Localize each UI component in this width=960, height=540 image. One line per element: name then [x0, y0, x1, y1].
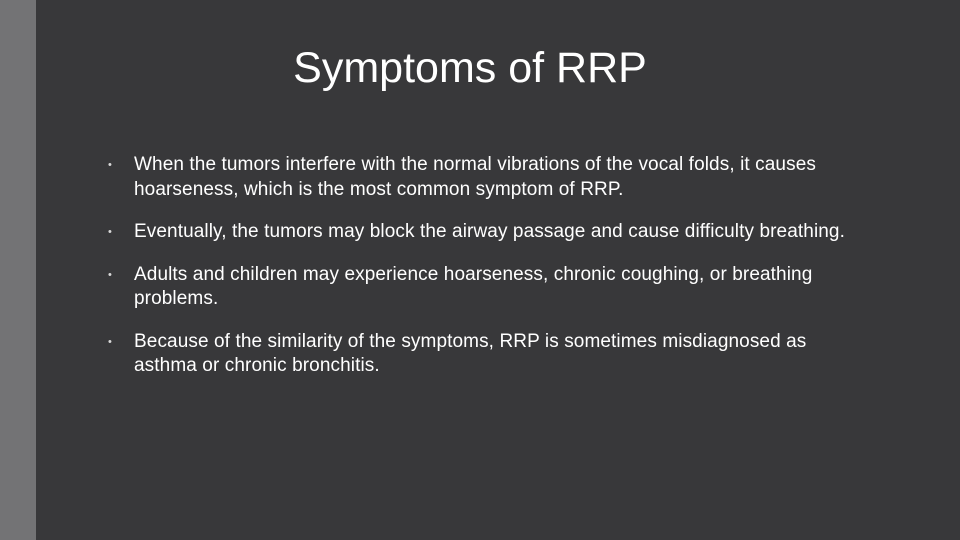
bullet-text: When the tumors interfere with the normal vibrations of the vocal folds, it causes hoarseness, which is the most common symptom of RRP. [134, 154, 816, 200]
bullet-list [108, 153, 848, 397]
bullet-text: Adults and children may experience hoarseness, chronic coughing, or breathing problems. [134, 263, 813, 309]
left-accent-band [0, 0, 36, 540]
bullet-dot-icon: • [108, 335, 112, 348]
bullet-dot-icon: • [108, 226, 112, 238]
bullet-dot-icon: • [108, 268, 112, 281]
bullet-text: Because of the similarity of the symptoms, RRP is sometimes misdiagnosed as asthma or chronic bronchitis. [134, 330, 807, 376]
bullet-item [108, 330, 848, 379]
bullet-item [108, 263, 848, 312]
bullet-text: Eventually, the tumors may block the airway passage and cause difficulty breathing. [134, 221, 845, 242]
bullet-item [108, 220, 848, 245]
slide-title: Symptoms of RRP [293, 44, 647, 92]
bullet-dot-icon: • [108, 159, 112, 171]
bullet-item [108, 153, 848, 202]
